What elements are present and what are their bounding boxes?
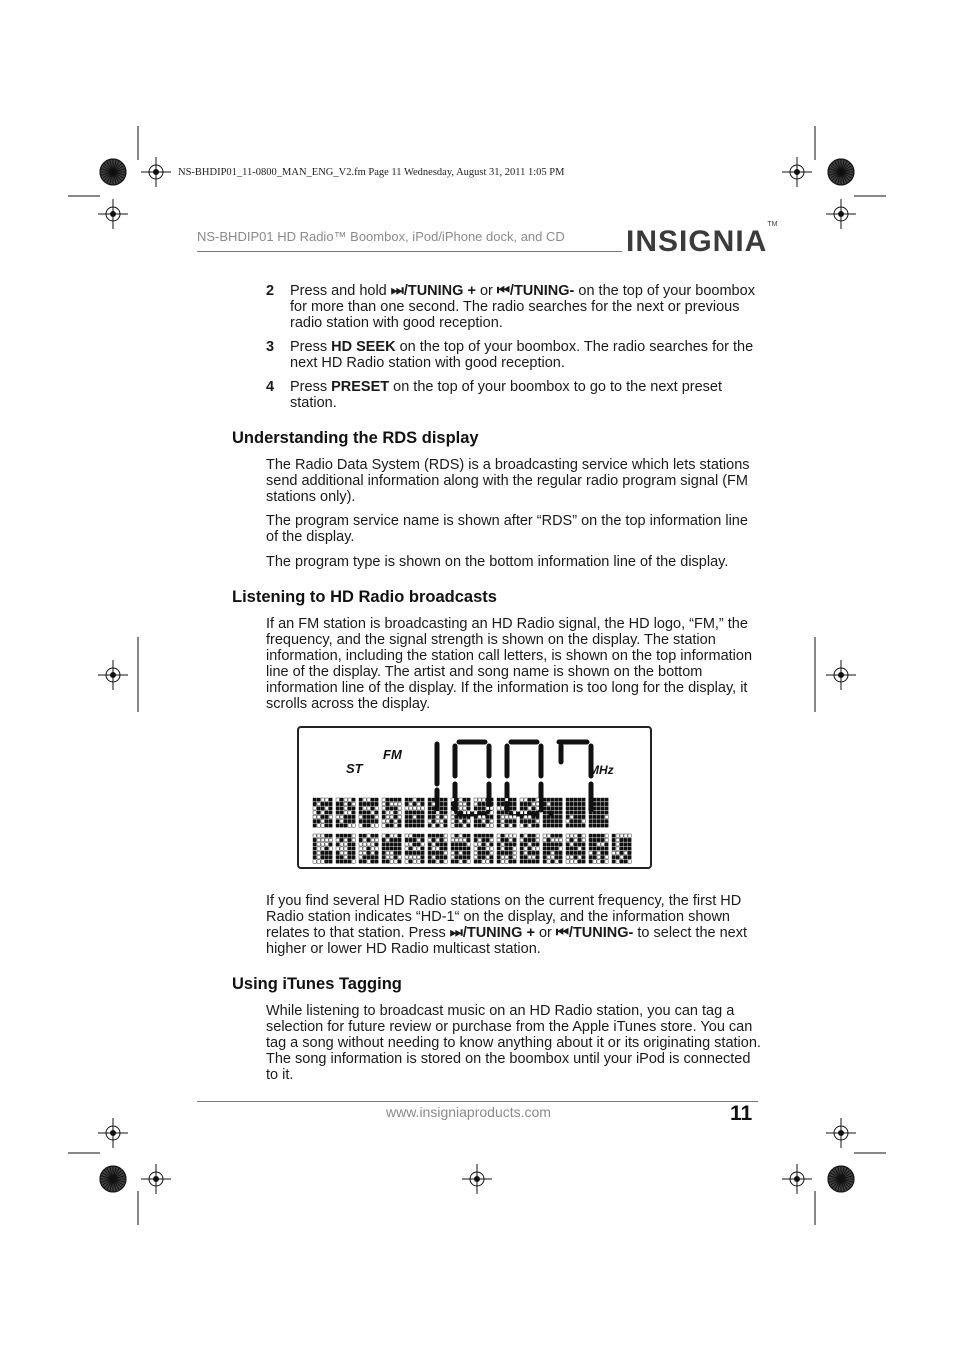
insignia-logo: INSIGNIA™: [626, 221, 778, 258]
lcd-char-cell: [543, 834, 562, 863]
lcd-frequency-value: 100.7: [299, 728, 302, 729]
footer-rule: [197, 1101, 758, 1102]
lcd-char-cell: [382, 834, 401, 863]
running-header-title: NS-BHDIP01 HD Radio™ Boombox, iPod/iPhone dock, and CD: [197, 229, 565, 244]
lcd-char-cell: [336, 834, 355, 863]
hd-paragraph-1: If an FM station is broadcasting an HD Radio signal, the HD logo, “FM,” the frequency, and the signal strength is shown on the display. The station information, including the station call letters, is shown on the top information line of the display. The artist and song name is shown on the bottom information line of the display. If the information is too long for the display, it scrolls across the display.: [266, 616, 753, 712]
lcd-char-cell: [497, 798, 516, 827]
lcd-char-cell: [405, 798, 424, 827]
lcd-char-cell: [589, 798, 608, 827]
heading-itunes-tagging: Using iTunes Tagging: [232, 975, 402, 993]
lcd-st-indicator: ST: [346, 761, 363, 776]
lcd-fm-indicator: FM: [383, 747, 402, 762]
hd-paragraph-2: If you find several HD Radio stations on the current frequency, the first HD Radio station indicates “HD-1“ on the display, and the information shown relates to that station. Press ⏭/TUNING + or ⏮/TUNING- to select the next higher or lower HD Radio multicast station.: [266, 893, 748, 957]
header-rule: [197, 251, 622, 252]
step-4: 4 Press PRESET on the top of your boombox to go to the next preset station.: [266, 379, 723, 411]
lcd-char-cell: [520, 798, 539, 827]
lcd-char-cell: [451, 834, 470, 863]
lcd-display-illustration: [297, 726, 652, 869]
footer-url: www.insigniaproducts.com: [386, 1104, 551, 1120]
heading-hd-radio: Listening to HD Radio broadcasts: [232, 588, 497, 606]
lcd-char-cell: [382, 798, 401, 827]
rds-paragraph-1: The Radio Data System (RDS) is a broadcasting service which lets stations send additional information along with the regular radio program signal (FM stations only).: [266, 457, 750, 505]
lcd-char-cell: [566, 834, 585, 863]
printer-slug: NS-BHDIP01_11-0800_MAN_ENG_V2.fm Page 11 Wednesday, August 31, 2011 1:05 PM: [178, 167, 565, 178]
step-3: 3 Press HD SEEK on the top of your boombox. The radio searches for the next HD Radio station with good reception.: [266, 339, 754, 371]
lcd-char-cell: [566, 798, 585, 827]
rds-paragraph-2: The program service name is shown after “RDS” on the top information line of the display.: [266, 513, 748, 545]
lcd-dot-matrix-rows: [313, 798, 631, 863]
lcd-char-cell: [451, 798, 470, 827]
lcd-char-cell: [543, 798, 562, 827]
itunes-paragraph-1: While listening to broadcast music on an HD Radio station, you can tag a selection for future review or purchase from the Apple iTunes store. You can tag a song without needing to know anything about it or its originating station. The song information is stored on the boombox until your iPod is connected to it.: [266, 1003, 761, 1083]
lcd-char-cell: [428, 834, 447, 863]
lcd-mhz-indicator: MHz: [589, 763, 614, 777]
rds-paragraph-3: The program type is shown on the bottom information line of the display.: [266, 554, 729, 570]
lcd-char-cell: [474, 834, 493, 863]
lcd-char-cell: [313, 798, 332, 827]
lcd-char-cell: [359, 798, 378, 827]
lcd-char-cell: [405, 834, 424, 863]
lcd-char-cell: [589, 834, 608, 863]
lcd-char-cell: [497, 834, 516, 863]
lcd-char-cell: [313, 834, 332, 863]
heading-rds: Understanding the RDS display: [232, 429, 479, 447]
page-number: 11: [730, 1102, 753, 1125]
lcd-char-cell: [520, 834, 539, 863]
lcd-char-cell: [428, 798, 447, 827]
lcd-char-cell: [336, 798, 355, 827]
lcd-char-cell: [612, 834, 631, 863]
lcd-char-cell: [359, 834, 378, 863]
lcd-char-cell: [474, 798, 493, 827]
step-2: 2 Press and hold ⏭/TUNING + or ⏮/TUNING- on the top of your boombox for more than one second. The radio searches for the next or previous radio station with good reception.: [266, 283, 755, 331]
